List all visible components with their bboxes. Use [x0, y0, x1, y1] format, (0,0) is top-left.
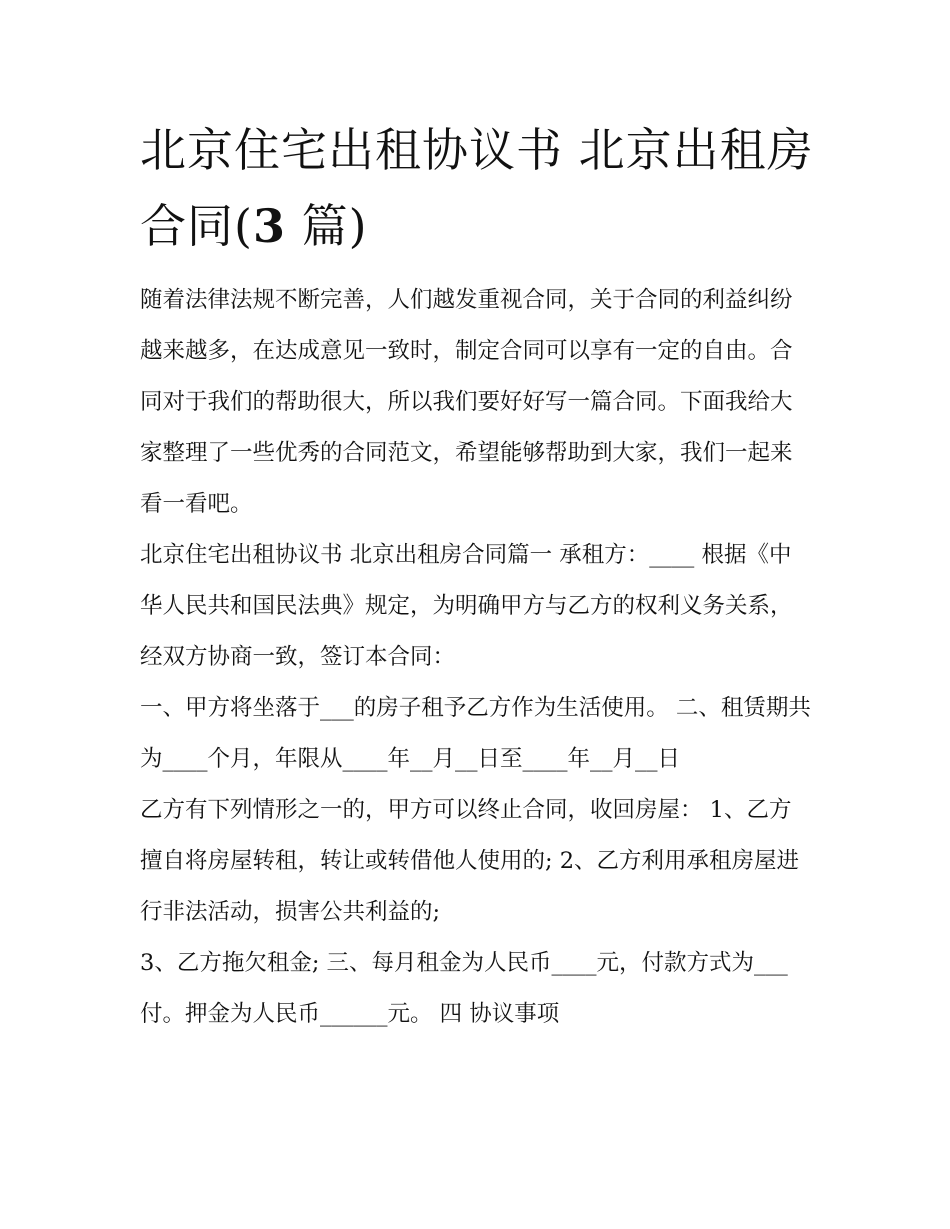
lease-terms-paragraph: 一、甲方将坐落于___的房子租予乙方作为生活使用。 二、租赁期共为____个月，年限从____年__月__日至____年__月__日	[140, 695, 811, 772]
termination-clause-paragraph: 乙方有下列情形之一的，甲方可以终止合同，收回房屋： 1、乙方擅自将房屋转租，转让或转借他人使用的; 2、乙方利用承租房屋进行非法活动，损害公共利益的;	[140, 797, 800, 925]
intro-paragraph: 随着法律法规不断完善，人们越发重视合同，关于合同的利益纠纷越来越多，在达成意见一致时，制定合同可以享有一定的自由。合同对于我们的帮助很大，所以我们要好好写一篇合同。下面我给大家整理了一些优秀的合同范文，希望能够帮助到大家，我们一起来看一看吧。	[140, 287, 793, 517]
rent-payment-paragraph: 3、乙方拖欠租金; 三、每月租金为人民币____元，付款方式为___付。押金为人民币______元。 四 协议事项	[140, 950, 788, 1027]
document-title	[140, 112, 820, 264]
contract-preamble-paragraph: 北京住宅出租协议书 北京出租房合同篇一 承租方：____ 根据《中华人民共和国民法典》规定，为明确甲方与乙方的权利义务关系，经双方协商一致，签订本合同：	[140, 542, 793, 670]
title-suffix: 篇)	[285, 199, 368, 253]
document-body	[140, 275, 812, 1040]
title-count: 3	[252, 199, 286, 253]
title-text: 北京住宅出租协议书 北京出租房合同(	[140, 123, 814, 253]
